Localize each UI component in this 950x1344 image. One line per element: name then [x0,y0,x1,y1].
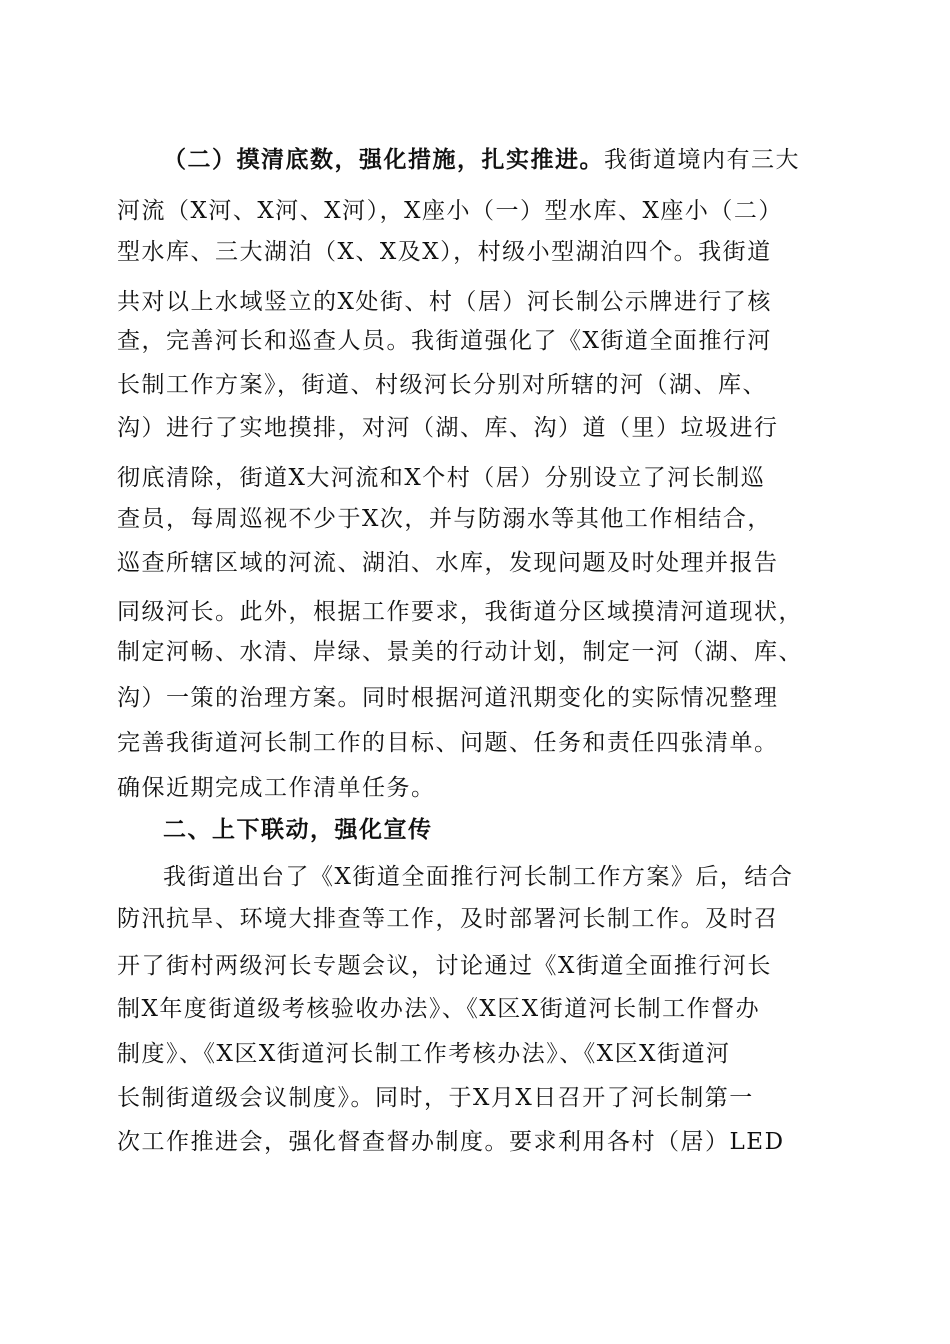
paragraph-1-line: 型水库、三大湖泊（X、X及X），村级小型湖泊四个。我街道 [117,239,772,265]
paragraph-1-line: 查员，每周巡视不少于X次，并与防溺水等其他工作相结合， [117,506,772,532]
paragraph-1-lead-heading: （二）摸清底数，强化措施，扎实推进。 [163,147,604,173]
paragraph-1-line: 沟）一策的治理方案。同时根据河道汛期变化的实际情况整理 [117,685,779,711]
paragraph-2-line: 制X年度街道级考核验收办法》、《X区X街道河长制工作督办 [117,996,761,1022]
paragraph-1-line-1 [163,145,800,175]
paragraph-1-line: 彻底清除，街道X大河流和X个村（居）分别设立了河长制巡 [117,465,766,491]
paragraph-1-line: 沟）进行了实地摸排，对河（湖、库、沟）道（里）垃圾进行 [117,415,779,441]
paragraph-2-line: 制度》、《X区X街道河长制工作考核办法》、《X区X街道河 [117,1041,731,1067]
paragraph-2-line: 次工作推进会，强化督查督办制度。要求利用各村（居）LED [117,1129,785,1155]
paragraph-1-line: 同级河长。此外，根据工作要求，我街道分区域摸清河道现状， [117,599,803,625]
paragraph-1-line: 长制工作方案》，街道、村级河长分别对所辖的河（湖、库、 [117,372,767,398]
paragraph-1-line: 查，完善河长和巡查人员。我街道强化了《X街道全面推行河 [117,328,772,354]
paragraph-1-line: 完善我街道河长制工作的目标、问题、任务和责任四张清单。 [117,730,779,756]
paragraph-2-line: 长制街道级会议制度》。同时，于X月X日召开了河长制第一 [117,1085,754,1111]
paragraph-1-line: 巡查所辖区域的河流、湖泊、水库，发现问题及时处理并报告 [117,550,779,576]
section-2-heading: 二、上下联动，强化宣传 [163,817,433,843]
paragraph-1-line-1-rest: 我街道境内有三大 [604,147,800,173]
paragraph-2-line: 防汛抗旱、环境大排查等工作，及时部署河长制工作。及时召 [117,906,779,932]
paragraph-1-line: 确保近期完成工作清单任务。 [117,775,436,801]
paragraph-2-line-1: 我街道出台了《X街道全面推行河长制工作方案》后，结合 [163,864,794,890]
paragraph-1-line: 制定河畅、水清、岸绿、景美的行动计划，制定一河（湖、库、 [117,639,803,665]
paragraph-2-line: 开了街村两级河长专题会议，讨论通过《X街道全面推行河长 [117,953,772,979]
paragraph-1-line: 河流（X河、X河、X河），X座小（一）型水库、X座小（二） [117,198,783,224]
paragraph-1-line: 共对以上水域竖立的X处街、村（居）河长制公示牌进行了核 [117,289,772,315]
